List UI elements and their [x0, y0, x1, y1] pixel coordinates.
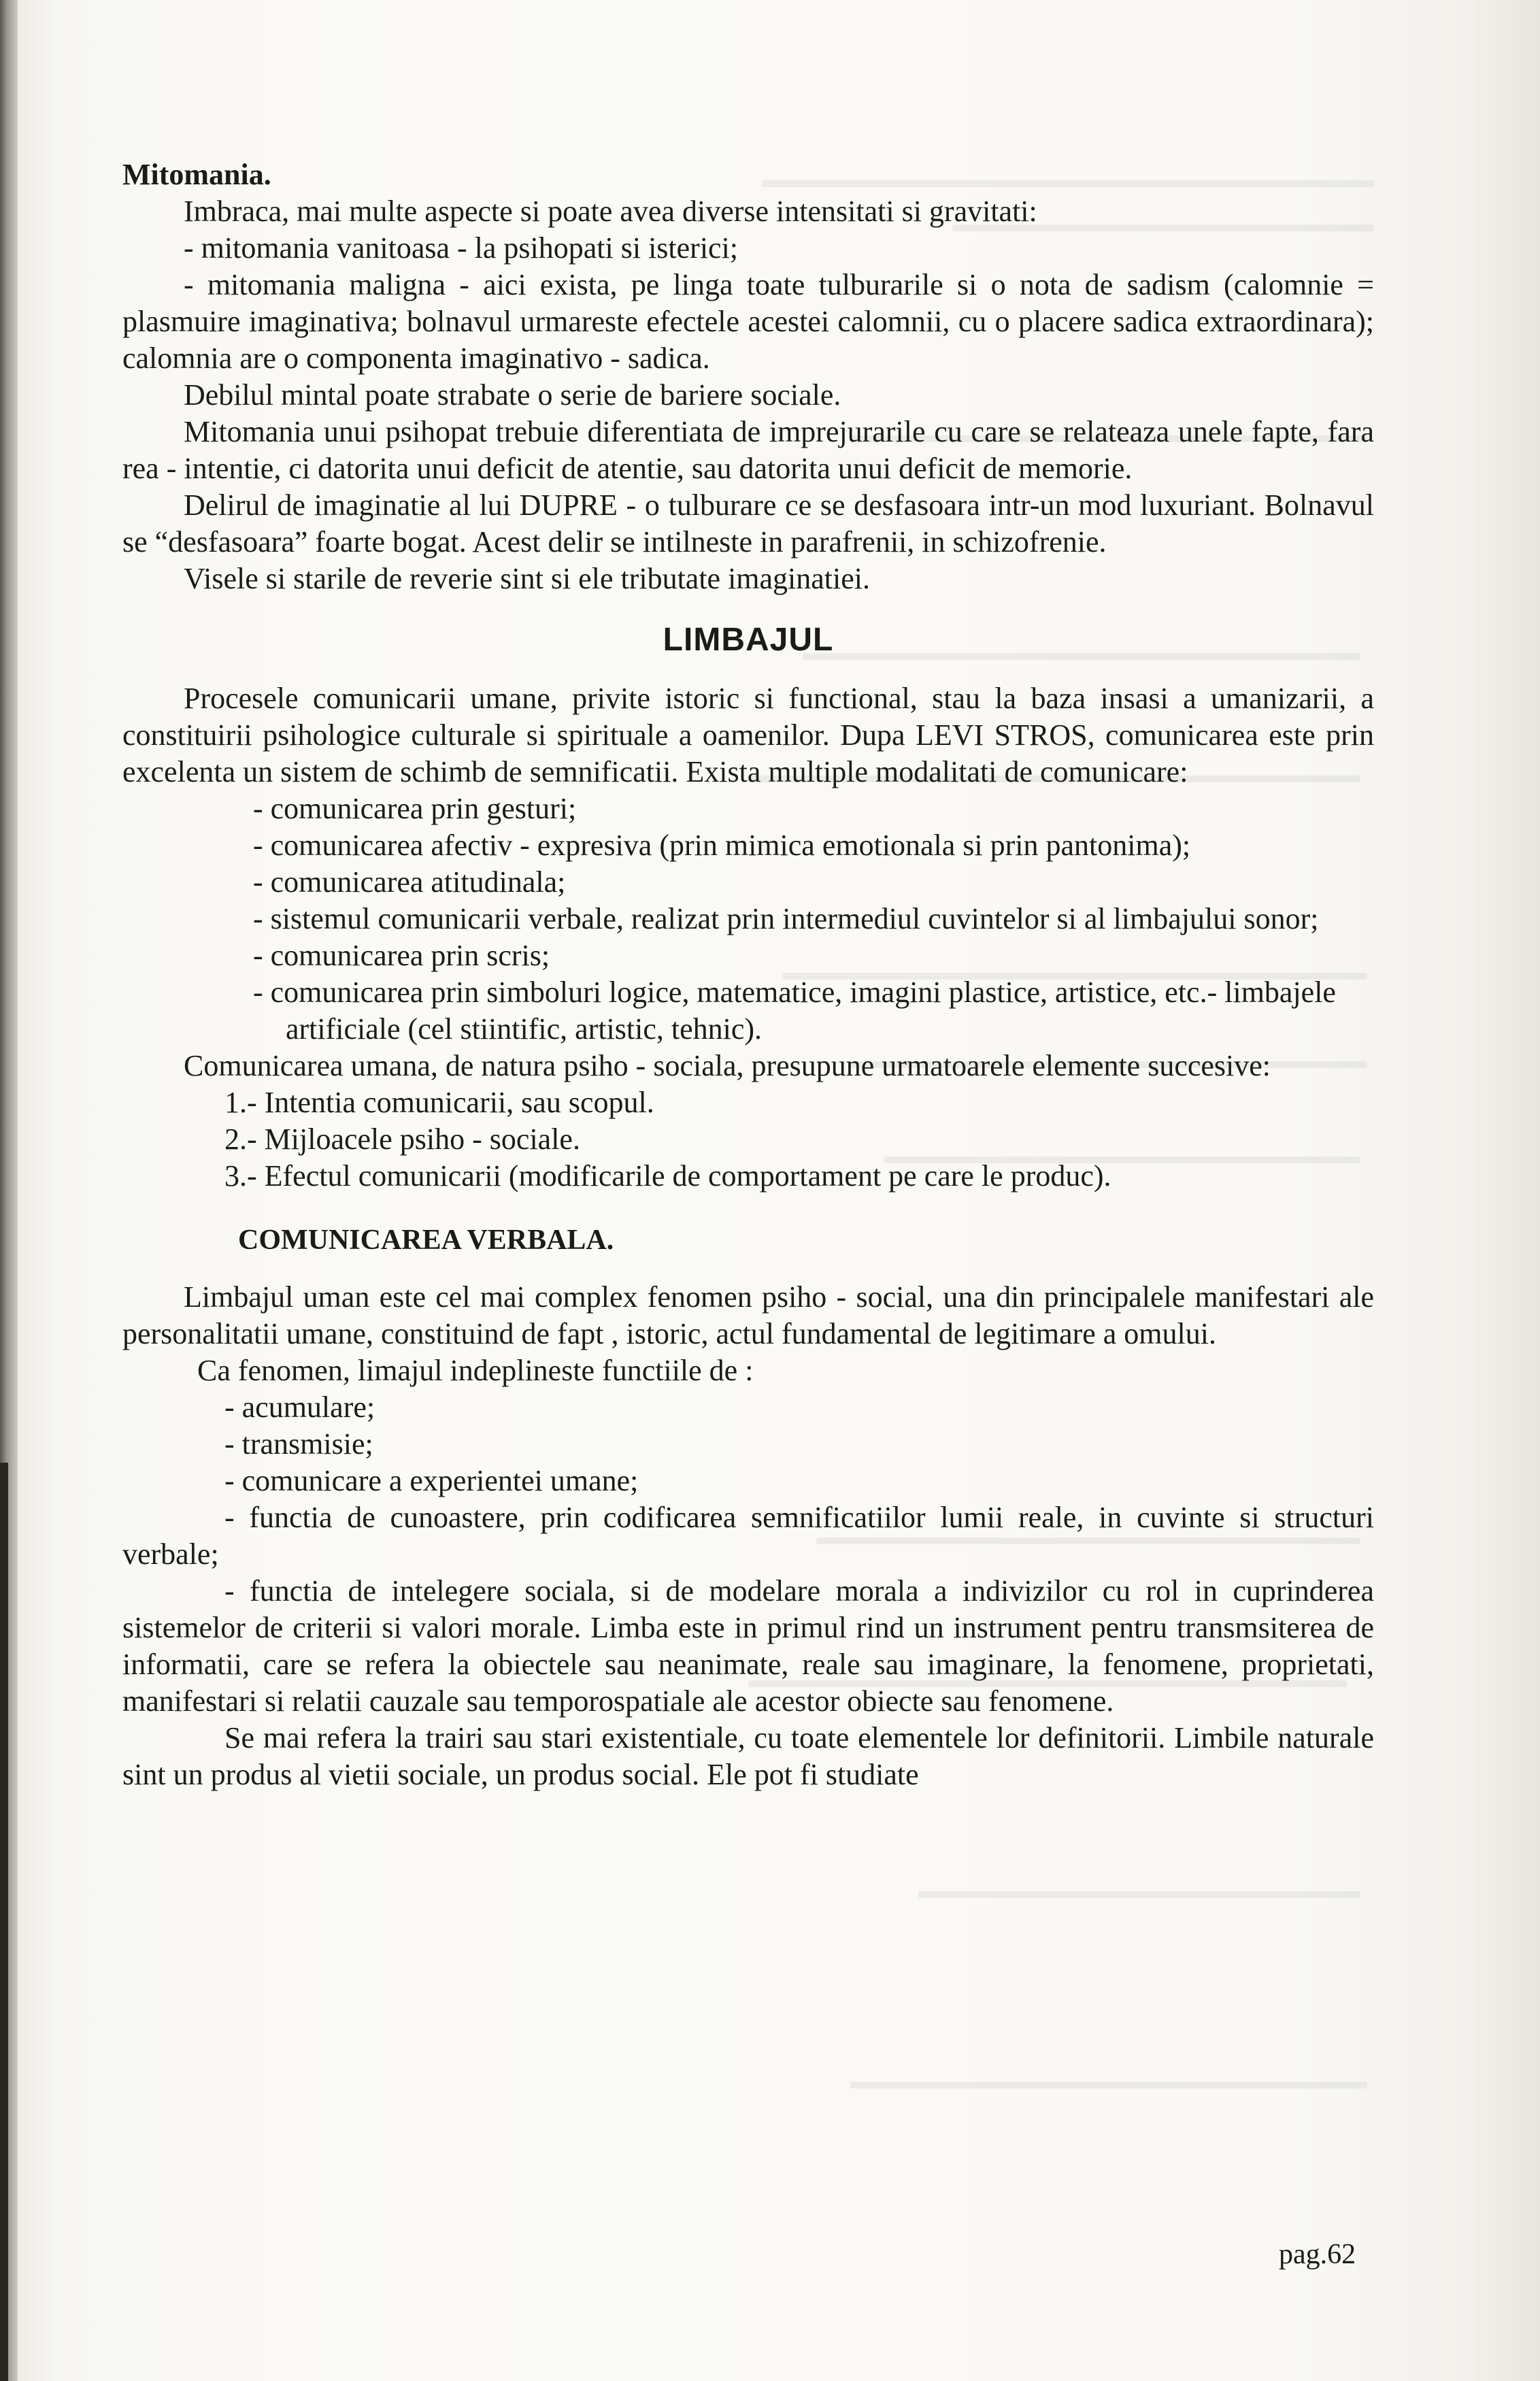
limbajul-paragraph-2: Comunicarea umana, de natura psiho - sociala, presupune urmatoarele elemente succesive:: [184, 1049, 1271, 1082]
limbajul-paragraph-1: Procesele comunicarii umane, privite istoric si functional, stau la baza insasi a umanizarii, a constituirii psihologice culturale si spirituale a oamenilor. Dupa LEVI STROS, comunicarea este prin excelenta un sistem de schimb de semnificatii. Exista multiple modalitati de comunicare:: [122, 682, 1374, 788]
list-item: - comunicarea prin gesturi;: [253, 792, 577, 825]
paragraph-dupre: Delirul de imaginatie al lui DUPRE - o tulburare ce se desfasoara intr-un mod luxuriant. Bolnavul se “desfasoara” foarte bogat. Acest delir se intilneste in parafrenii, in schizofrenie.: [122, 488, 1374, 559]
list-item: - comunicare a experientei umane;: [224, 1464, 639, 1497]
verbala-paragraph-1: Limbajul uman este cel mai complex fenomen psiho - social, una din principalele manifestari ale personalitatii umane, constituind de fapt , istoric, actul fundamental de legitimare a omului.: [122, 1280, 1374, 1350]
list-item: 1.- Intentia comunicarii, sau scopul.: [224, 1086, 654, 1119]
mitomania-title: Mitomania.: [122, 158, 271, 191]
page-number: pag.62: [1279, 2239, 1356, 2270]
function-cunoastere: - functia de cunoastere, prin codificarea semnificatiilor lumii reale, in cuvinte si structuri verbale;: [122, 1501, 1374, 1571]
heading-limbajul: LIMBAJUL: [663, 622, 834, 658]
list-item: - comunicarea prin simboluri logice, matematice, imagini plastice, artistice, etc.- limbajele artificiale (cel stiintific, artistic, tehnic).: [253, 976, 1336, 1046]
list-item: 2.- Mijloacele psiho - sociale.: [224, 1122, 580, 1156]
list-item: - comunicarea prin scris;: [253, 939, 550, 972]
list-item: 3.- Efectul comunicarii (modificarile de comportament pe care le produc).: [224, 1159, 1111, 1193]
list-item: - comunicarea afectiv - expresiva (prin mimica emotionala si prin pantonima);: [253, 829, 1191, 862]
paragraph-debil: Debilul mintal poate strabate o serie de bariere sociale.: [184, 378, 841, 412]
function-intelegere: - functia de intelegere sociala, si de modelare morala a indivizilor cu rol in cuprinderea sistemelor de criterii si valori morale. Limba este in primul rind un instrument pentru transmsiterea de informatii, care se refera la obiectele sau neanimate, reale sau imaginare, la fenomene, proprietati, manifestari si relatii cauzale sau temporospatiale ale acestor obiecte sau fenomene.: [122, 1574, 1374, 1718]
list-item: - acumulare;: [224, 1391, 375, 1424]
list-item: - comunicarea atitudinala;: [253, 865, 566, 899]
paragraph-psihopat: Mitomania unui psihopat trebuie diferentiata de imprejurarile cu care se relateaza unele fapte, fara rea - intentie, ci datorita unui deficit de atentie, sau datorita unui deficit de memorie.: [122, 415, 1374, 485]
list-item: - transmisie;: [224, 1427, 373, 1461]
book-binding-edge: [0, 1463, 8, 2381]
heading-comunicarea-verbala: COMUNICAREA VERBALA.: [238, 1225, 614, 1256]
mitomania-intro: Imbraca, mai multe aspecte si poate avea diverse intensitati si gravitati:: [184, 195, 1037, 228]
mitomania-item-vanitoasa: - mitomania vanitoasa - la psihopati si isterici;: [184, 231, 739, 265]
paragraph-trairi: Se mai refera la trairi sau stari existentiale, cu toate elementele lor definitorii. Limbile naturale sint un produs al vietii sociale, un produs social. Ele pot fi studiate: [122, 1721, 1374, 1791]
mitomania-item-maligna: - mitomania maligna - aici exista, pe linga toate tulburarile si o nota de sadism (calomnie = plasmuire imaginativa; bolnavul urmareste efectele acestei calomnii, cu o placere sadica extraordinara); calomnia are o componenta imaginativo - sadica.: [122, 268, 1374, 375]
page-body: [122, 156, 1374, 1793]
paragraph-visele: Visele si starile de reverie sint si ele tributate imaginatiei.: [184, 562, 871, 595]
verbala-paragraph-2: Ca fenomen, limajul indeplineste functiile de :: [197, 1354, 754, 1387]
list-item: - sistemul comunicarii verbale, realizat prin intermediul cuvintelor si al limbajului sonor;: [253, 902, 1319, 935]
